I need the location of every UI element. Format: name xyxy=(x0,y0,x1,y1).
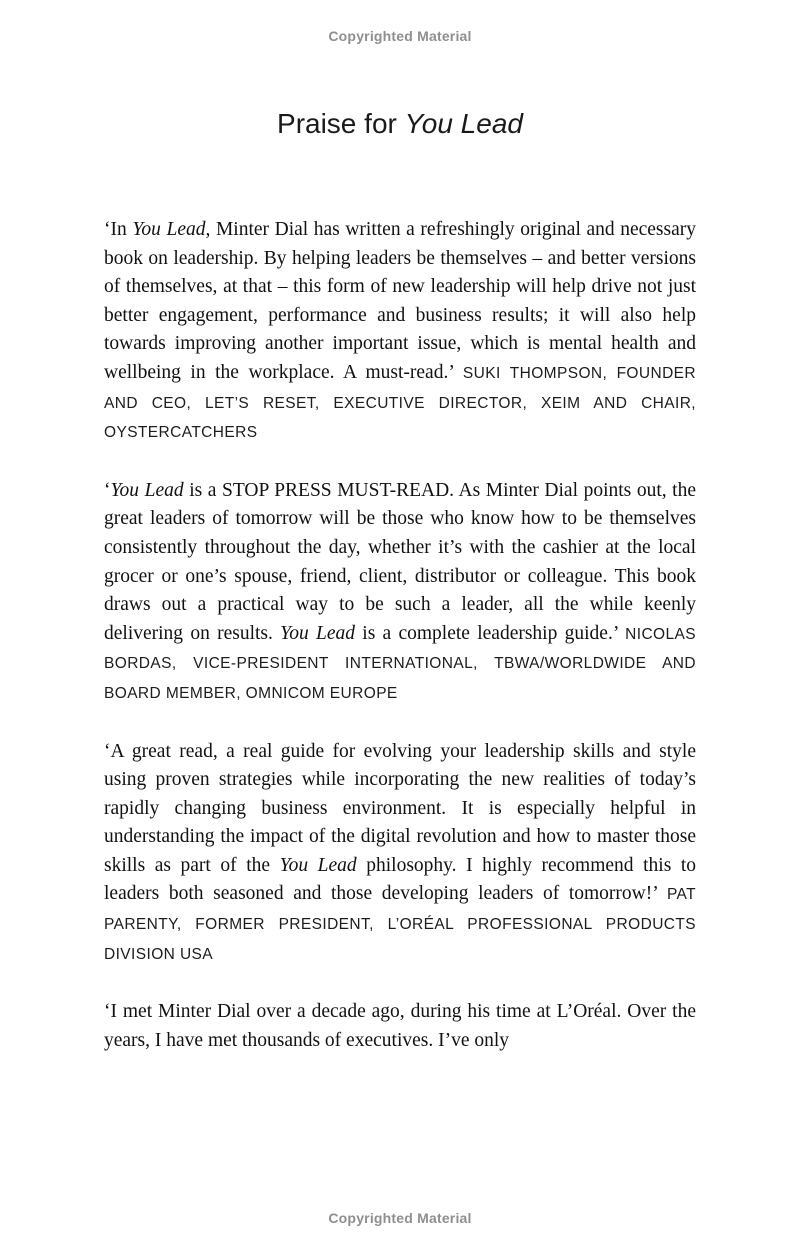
attribution-text: NICOLAS BORDAS, VICE-PRESIDENT INTERNATIONAL, TBWA/WORLDWIDE AND BOARD MEMBER, OMNICOM EUROPE xyxy=(104,625,696,702)
praise-paragraph xyxy=(104,998,696,1055)
quote-text: You Lead xyxy=(279,854,357,876)
quote-text: You Lead xyxy=(280,622,355,644)
quote-text: is a STOP PRESS MUST-READ. As Minter Dial points out, the great leaders of tomorrow will be those who know how to be themselves consistently throughout the day, whether it’s with the cashier at the local grocer or one’s spouse, friend, client, distributor or colleague. This book draws out a practical way to be such a leader, all the while keenly delivering on results. xyxy=(104,479,697,644)
quote-text: , Minter Dial has written a refreshingly original and necessary book on leadership. By helping leaders be themselves – and better versions of themselves, at that – this form of new leadership will help drive not just better engagement, performance and business results; it will also help towards improving another important issue, which is mental health and wellbeing in the workplace. A must-read.’ xyxy=(104,219,696,383)
praise-paragraph xyxy=(104,216,696,448)
quote-text: You Lead xyxy=(110,479,184,501)
quote-text: is a complete leadership guide.’ xyxy=(355,622,626,644)
quote-text: philosophy. I highly recommend this to leaders both seasoned and those developing leaders of tomorrow!’ xyxy=(104,854,696,905)
attribution-text: PAT PARENTY, FORMER PRESIDENT, L’ORÉAL PROFESSIONAL PRODUCTS DIVISION USA xyxy=(104,886,696,963)
praise-paragraph xyxy=(104,738,696,970)
page-title-book-name: You Lead xyxy=(404,108,523,139)
quote-text: ‘ xyxy=(104,479,111,501)
quote-text: ‘In xyxy=(104,219,133,240)
quote-text: ‘A great read, a real guide for evolving your leadership skills and style using proven strategies while incorporating the new realities of today’s rapidly changing business environment. It is especially helpful in understanding the impact of the digital revolution and how to master those skills as part of the xyxy=(104,740,696,876)
page-title xyxy=(0,108,800,140)
attribution-text: SUKI THOMPSON, FOUNDER AND CEO, LET’S RESET, EXECUTIVE DIRECTOR, XEIM AND CHAIR, OYSTERCATCHERS xyxy=(104,364,697,442)
page-title-prefix: Praise for xyxy=(277,108,405,139)
copyright-notice-top: Copyrighted Material xyxy=(328,28,472,44)
quote-text: ‘I met Minter Dial over a decade ago, during his time at L’Oréal. Over the years, I have met thousands of executives. I’ve only xyxy=(104,1001,696,1051)
praise-paragraphs xyxy=(104,216,696,1055)
praise-paragraph xyxy=(104,477,696,709)
quote-text: You Lead xyxy=(132,219,206,240)
copyright-notice-bottom: Copyrighted Material xyxy=(328,1210,472,1226)
